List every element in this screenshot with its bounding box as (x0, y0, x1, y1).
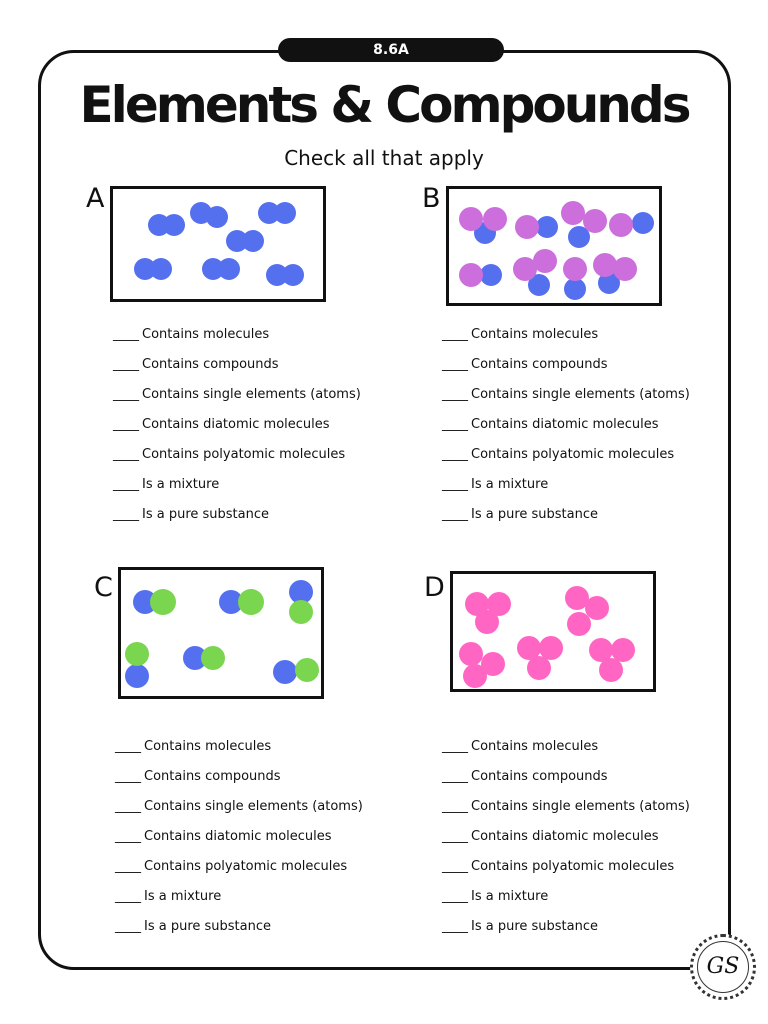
check-item[interactable] (113, 506, 361, 536)
check-item[interactable] (115, 828, 363, 858)
check-item[interactable] (442, 888, 690, 918)
answer-blank[interactable]: ____ (442, 477, 468, 492)
panel-d-letter: D (424, 572, 445, 603)
check-item-label: Is a mixture (471, 889, 549, 904)
answer-blank[interactable]: ____ (113, 477, 139, 492)
check-item-label: Contains molecules (471, 327, 599, 342)
check-item-label: Contains diatomic molecules (144, 829, 332, 844)
answer-blank[interactable]: ____ (115, 919, 141, 934)
answer-blank[interactable]: ____ (115, 859, 141, 874)
answer-blank[interactable]: ____ (442, 919, 468, 934)
panel-a-particles (113, 189, 323, 299)
panel-a-checklist (113, 326, 361, 536)
panel-c-letter: C (94, 572, 113, 603)
check-item[interactable] (442, 768, 690, 798)
answer-blank[interactable]: ____ (442, 739, 468, 754)
panel-c-particles (121, 570, 321, 696)
check-item[interactable] (115, 738, 363, 768)
answer-blank[interactable]: ____ (442, 799, 468, 814)
check-item[interactable] (113, 416, 361, 446)
check-item[interactable] (442, 386, 690, 416)
answer-blank[interactable]: ____ (442, 859, 468, 874)
check-item[interactable] (115, 798, 363, 828)
check-item-label: Contains single elements (atoms) (471, 387, 690, 402)
check-item-label: Is a mixture (471, 477, 549, 492)
answer-blank[interactable]: ____ (113, 417, 139, 432)
check-item-label: Contains single elements (atoms) (471, 799, 690, 814)
answer-blank[interactable]: ____ (442, 889, 468, 904)
panel-b-diagram (446, 186, 662, 306)
check-item-label: Contains molecules (142, 327, 270, 342)
check-item-label: Contains diatomic molecules (471, 829, 659, 844)
answer-blank[interactable]: ____ (442, 417, 468, 432)
check-item-label: Contains molecules (144, 739, 272, 754)
page-subtitle: Check all that apply (284, 146, 484, 170)
answer-blank[interactable]: ____ (115, 889, 141, 904)
standard-tag: 8.6A (278, 38, 504, 62)
answer-blank[interactable]: ____ (442, 387, 468, 402)
panel-c-checklist (115, 738, 363, 948)
check-item-label: Contains polyatomic molecules (471, 447, 675, 462)
answer-blank[interactable]: ____ (442, 447, 468, 462)
check-item-label: Is a mixture (144, 889, 222, 904)
gs-seal-logo (690, 934, 756, 1000)
check-item-label: Is a mixture (142, 477, 220, 492)
check-item-label: Contains polyatomic molecules (144, 859, 348, 874)
check-item-label: Contains diatomic molecules (471, 417, 659, 432)
check-item-label: Contains polyatomic molecules (142, 447, 346, 462)
panel-d-checklist (442, 738, 690, 948)
check-item[interactable] (442, 858, 690, 888)
check-item-label: Contains compounds (142, 357, 279, 372)
check-item[interactable] (113, 446, 361, 476)
check-item[interactable] (442, 506, 690, 536)
answer-blank[interactable]: ____ (115, 739, 141, 754)
check-item-label: Contains diatomic molecules (142, 417, 330, 432)
check-item-label: Is a pure substance (471, 919, 599, 934)
answer-blank[interactable]: ____ (113, 357, 139, 372)
check-item-label: Contains single elements (atoms) (144, 799, 363, 814)
answer-blank[interactable]: ____ (442, 357, 468, 372)
check-item[interactable] (442, 828, 690, 858)
panel-b-particles (449, 189, 659, 303)
check-item[interactable] (442, 416, 690, 446)
answer-blank[interactable]: ____ (442, 769, 468, 784)
panel-b-checklist (442, 326, 690, 536)
panel-b-letter: B (422, 183, 441, 214)
check-item[interactable] (115, 768, 363, 798)
answer-blank[interactable]: ____ (113, 507, 139, 522)
page-title: Elements & Compounds (79, 76, 689, 134)
answer-blank[interactable]: ____ (442, 327, 468, 342)
answer-blank[interactable]: ____ (115, 799, 141, 814)
panel-c-diagram (118, 567, 324, 699)
check-item[interactable] (442, 918, 690, 948)
seal-monogram: GS (697, 941, 749, 993)
check-item-label: Contains compounds (471, 769, 608, 784)
check-item-label: Is a pure substance (471, 507, 599, 522)
check-item[interactable] (113, 386, 361, 416)
check-item[interactable] (442, 326, 690, 356)
check-item-label: Contains compounds (144, 769, 281, 784)
check-item-label: Contains polyatomic molecules (471, 859, 675, 874)
answer-blank[interactable]: ____ (442, 507, 468, 522)
check-item[interactable] (115, 918, 363, 948)
answer-blank[interactable]: ____ (113, 387, 139, 402)
panel-d-particles (453, 574, 653, 689)
panel-a-diagram (110, 186, 326, 302)
answer-blank[interactable]: ____ (115, 769, 141, 784)
answer-blank[interactable]: ____ (113, 447, 139, 462)
check-item[interactable] (442, 476, 690, 506)
check-item[interactable] (115, 888, 363, 918)
answer-blank[interactable]: ____ (113, 327, 139, 342)
check-item[interactable] (442, 356, 690, 386)
check-item[interactable] (113, 326, 361, 356)
check-item-label: Is a pure substance (144, 919, 272, 934)
check-item-label: Contains single elements (atoms) (142, 387, 361, 402)
check-item-label: Contains compounds (471, 357, 608, 372)
check-item[interactable] (115, 858, 363, 888)
answer-blank[interactable]: ____ (115, 829, 141, 844)
panel-d-diagram (450, 571, 656, 692)
check-item-label: Is a pure substance (142, 507, 270, 522)
check-item[interactable] (442, 738, 690, 768)
answer-blank[interactable]: ____ (442, 829, 468, 844)
check-item[interactable] (113, 476, 361, 506)
check-item-label: Contains molecules (471, 739, 599, 754)
panel-a-letter: A (86, 183, 105, 214)
check-item[interactable] (442, 446, 690, 476)
check-item[interactable] (113, 356, 361, 386)
check-item[interactable] (442, 798, 690, 828)
